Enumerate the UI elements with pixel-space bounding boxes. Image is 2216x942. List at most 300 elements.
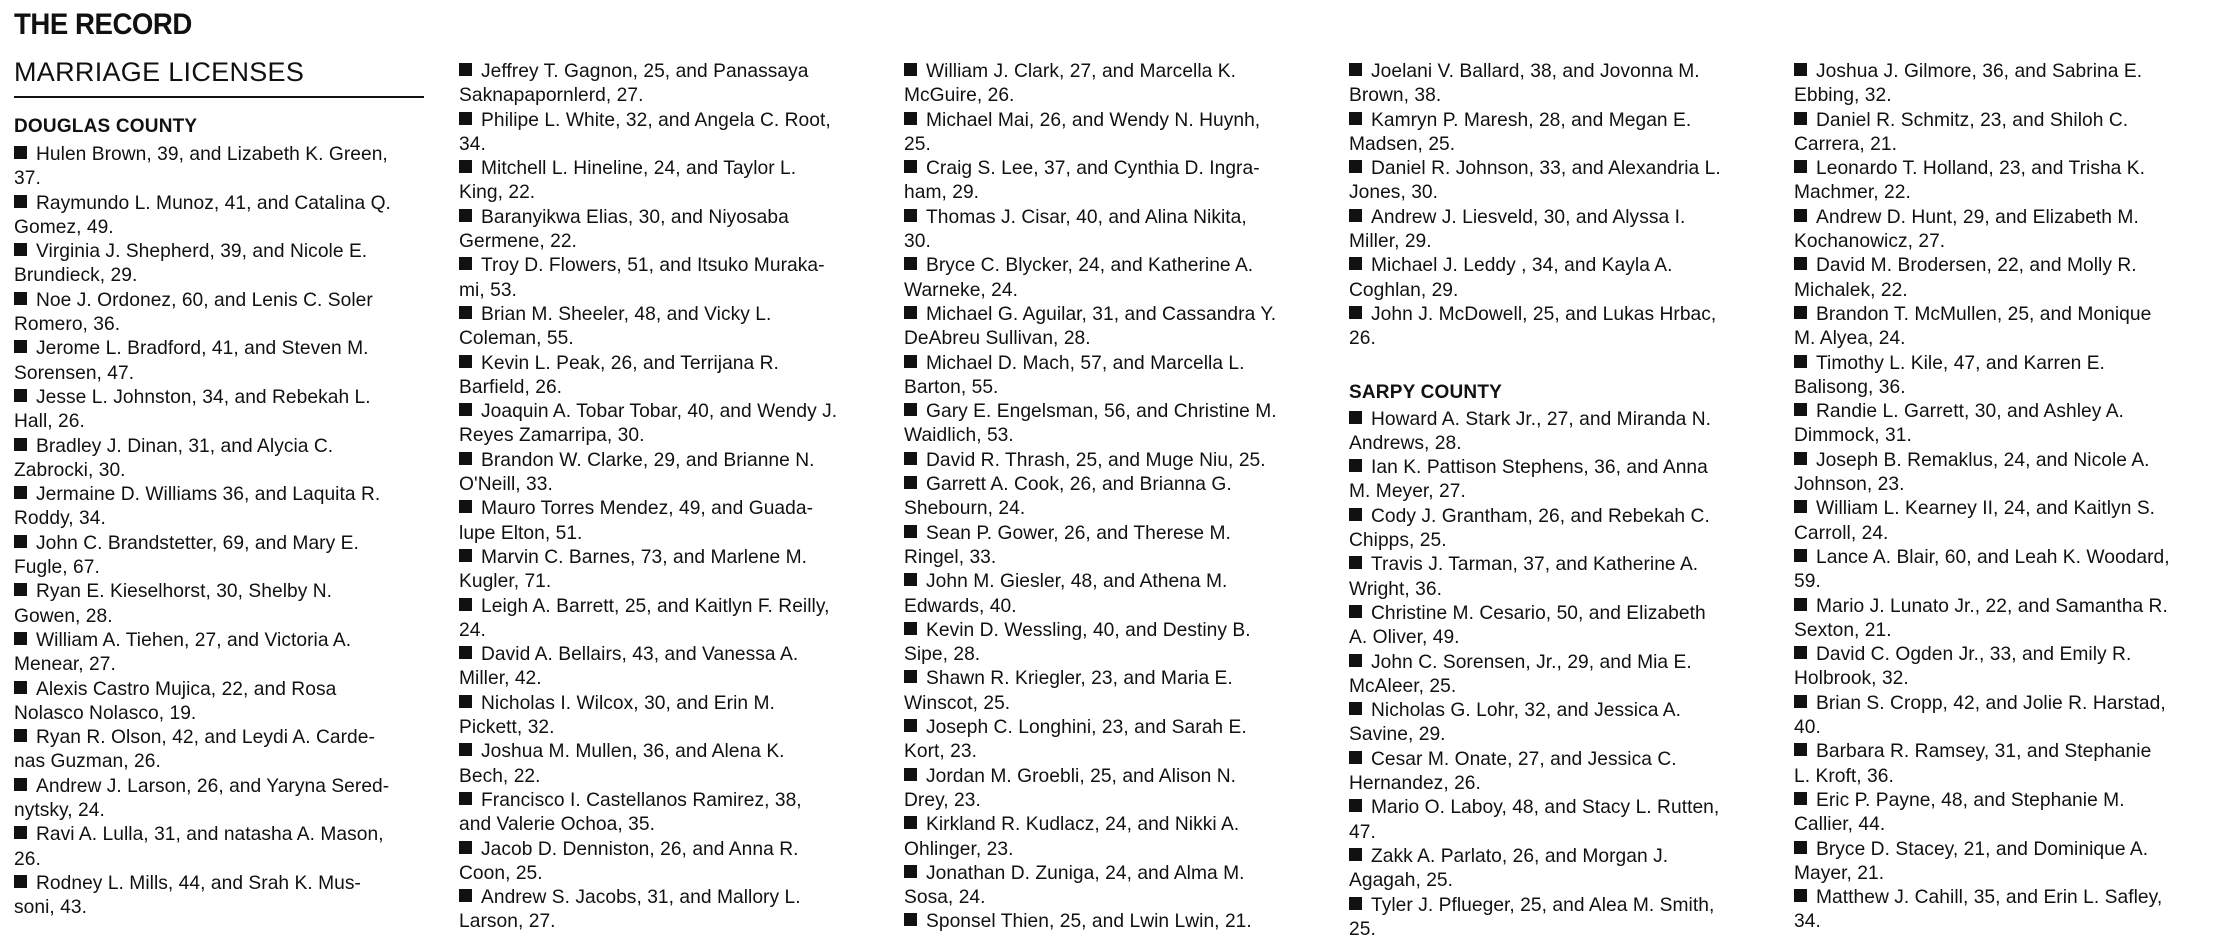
square-bullet-icon	[14, 438, 27, 451]
license-entry-text: 37.	[14, 168, 41, 189]
license-entry-text: Sean P. Gower, 26, and Therese M.	[926, 523, 1231, 544]
square-bullet-icon	[1794, 743, 1807, 756]
license-entry-text: Virginia J. Shepherd, 39, and Nicole E.	[36, 241, 367, 262]
license-entry-text: Christine M. Cesario, 50, and Elizabeth	[1371, 603, 1706, 624]
license-entry-text: Jacob D. Denniston, 26, and Anna R.	[481, 839, 798, 860]
license-entry-text: Randie L. Garrett, 30, and Ashley A.	[1816, 401, 2124, 422]
license-entry	[904, 619, 1330, 668]
douglas-county-heading: DOUGLAS COUNTY	[14, 116, 440, 138]
square-bullet-icon	[1349, 209, 1362, 222]
square-bullet-icon	[459, 306, 472, 319]
license-entry-text: Joaquin A. Tobar Tobar, 40, and Wendy J.	[481, 401, 837, 422]
square-bullet-icon	[14, 875, 27, 888]
license-entry-text: 34.	[459, 134, 486, 155]
license-entry-text: Leigh A. Barrett, 25, and Kaitlyn F. Reilly,	[481, 596, 829, 617]
square-bullet-icon	[1794, 355, 1807, 368]
license-entry-text: Jermaine D. Williams 36, and Laquita R.	[36, 484, 380, 505]
square-bullet-icon	[1794, 112, 1807, 125]
license-entry-text: Mitchell L. Hineline, 24, and Taylor L.	[481, 158, 796, 179]
license-entry-text: 26.	[14, 849, 41, 870]
square-bullet-icon	[459, 792, 472, 805]
square-bullet-icon	[14, 340, 27, 353]
license-entry-text: Jesse L. Johnston, 34, and Rebekah L.	[36, 387, 371, 408]
license-entry-text: Cesar M. Onate, 27, and Jessica C.	[1371, 749, 1677, 770]
license-entry-text: Brian M. Sheeler, 48, and Vicky L.	[481, 304, 771, 325]
license-entry	[14, 580, 440, 629]
license-entry-text: Eric P. Payne, 48, and Stephanie M.	[1816, 790, 2125, 811]
license-entry-text: Gowen, 28.	[14, 606, 113, 627]
license-entry	[1794, 886, 2216, 935]
square-bullet-icon	[459, 841, 472, 854]
license-entry-text: Dimmock, 31.	[1794, 425, 1912, 446]
license-entry-text: Holbrook, 32.	[1794, 668, 1909, 689]
license-entry-text: Mayer, 21.	[1794, 863, 1884, 884]
license-entry	[1794, 643, 2216, 692]
license-entry-text: Miller, 29.	[1349, 231, 1432, 252]
square-bullet-icon	[1794, 841, 1807, 854]
license-entry-text: Lance A. Blair, 60, and Leah K. Woodard,	[1816, 547, 2170, 568]
license-entry-text: Bech, 22.	[459, 766, 541, 787]
license-entry-text: lupe Elton, 51.	[459, 523, 582, 544]
license-entry-text: 24.	[459, 620, 486, 641]
license-entry-text: Michael G. Aguilar, 31, and Cassandra Y.	[926, 304, 1276, 325]
license-entry	[14, 143, 440, 192]
license-entry	[459, 303, 885, 352]
license-entry	[1349, 505, 1775, 554]
license-entry-text: Gomez, 49.	[14, 217, 114, 238]
column-5	[1794, 0, 2216, 935]
license-entry	[904, 303, 1330, 352]
license-entry-text: Barbara R. Ramsey, 31, and Stephanie	[1816, 741, 2151, 762]
license-entry-text: David R. Thrash, 25, and Muge Niu, 25.	[926, 450, 1266, 471]
license-entry	[904, 400, 1330, 449]
license-entry-text: Rodney L. Mills, 44, and Srah K. Mus-	[36, 873, 361, 894]
license-entry-text: Troy D. Flowers, 51, and Itsuko Muraka-	[481, 255, 825, 276]
license-entry	[1794, 157, 2216, 206]
square-bullet-icon	[459, 452, 472, 465]
license-entry-text: Nicholas G. Lohr, 32, and Jessica A.	[1371, 700, 1681, 721]
license-entry-text: Savine, 29.	[1349, 724, 1446, 745]
license-entry-text: Drey, 23.	[904, 790, 981, 811]
license-entry	[459, 692, 885, 741]
license-entry	[1349, 553, 1775, 602]
license-list	[1794, 60, 2216, 935]
license-entry-text: McAleer, 25.	[1349, 676, 1456, 697]
license-entry-text: Kugler, 71.	[459, 571, 551, 592]
license-entry	[1349, 602, 1775, 651]
square-bullet-icon	[904, 160, 917, 173]
license-entry-text: Menear, 27.	[14, 654, 116, 675]
square-bullet-icon	[904, 209, 917, 222]
license-entry-text: Edwards, 40.	[904, 596, 1017, 617]
license-entry	[14, 386, 440, 435]
license-entry	[1349, 303, 1775, 352]
square-bullet-icon	[904, 719, 917, 732]
license-entry-text: Ravi A. Lulla, 31, and natasha A. Mason,	[36, 824, 384, 845]
square-bullet-icon	[14, 243, 27, 256]
license-entry-text: Warneke, 24.	[904, 280, 1018, 301]
license-entry-text: Mario O. Laboy, 48, and Stacy L. Rutten,	[1371, 797, 1719, 818]
license-entry-text: Joelani V. Ballard, 38, and Jovonna M.	[1371, 61, 1700, 82]
license-entry	[1794, 109, 2216, 158]
license-entry	[1794, 497, 2216, 546]
license-entry-text: Romero, 36.	[14, 314, 120, 335]
square-bullet-icon	[1794, 500, 1807, 513]
sarpy-county-heading: SARPY COUNTY	[1349, 382, 1775, 404]
license-entry-text: Brandon W. Clarke, 29, and Brianne N.	[481, 450, 815, 471]
license-entry-text: Roddy, 34.	[14, 508, 106, 529]
license-entry-text: Johnson, 23.	[1794, 474, 1904, 495]
license-entry	[459, 60, 885, 109]
license-entry	[904, 60, 1330, 109]
license-entry-text: Coleman, 55.	[459, 328, 574, 349]
license-entry-text: Andrew S. Jacobs, 31, and Mallory L.	[481, 887, 801, 908]
square-bullet-icon	[1349, 897, 1362, 910]
square-bullet-icon	[14, 778, 27, 791]
square-bullet-icon	[1349, 306, 1362, 319]
license-entry-text: O'Neill, 33.	[459, 474, 553, 495]
license-entry-text: Kort, 23.	[904, 741, 977, 762]
license-entry-text: Wright, 36.	[1349, 579, 1442, 600]
license-entry	[14, 337, 440, 386]
column-4	[1349, 0, 1775, 942]
license-entry-text: A. Oliver, 49.	[1349, 627, 1460, 648]
square-bullet-icon	[904, 355, 917, 368]
square-bullet-icon	[904, 816, 917, 829]
square-bullet-icon	[459, 549, 472, 562]
license-entry	[1349, 408, 1775, 457]
square-bullet-icon	[1349, 605, 1362, 618]
license-entry-text: Machmer, 22.	[1794, 182, 1911, 203]
square-bullet-icon	[1349, 508, 1362, 521]
license-entry-text: Joseph C. Longhini, 23, and Sarah E.	[926, 717, 1247, 738]
license-entry	[1794, 352, 2216, 401]
license-entry-text: Reyes Zamarripa, 30.	[459, 425, 644, 446]
license-entry-text: Jordan M. Groebli, 25, and Alison N.	[926, 766, 1236, 787]
license-entry-text: William A. Tiehen, 27, and Victoria A.	[36, 630, 351, 651]
license-entry-text: Kochanowicz, 27.	[1794, 231, 1945, 252]
license-entry-text: Callier, 44.	[1794, 814, 1885, 835]
license-entry-text: Daniel R. Schmitz, 23, and Shiloh C.	[1816, 110, 2128, 131]
license-entry-text: Baranyikwa Elias, 30, and Niyosaba	[481, 207, 789, 228]
license-entry-text: Sponsel Thien, 25, and Lwin Lwin, 21.	[926, 911, 1252, 932]
license-entry-text: Bryce C. Blycker, 24, and Katherine A.	[926, 255, 1253, 276]
license-entry-text: Ebbing, 32.	[1794, 85, 1892, 106]
license-entry-text: Brown, 38.	[1349, 85, 1441, 106]
license-entry	[459, 400, 885, 449]
license-entry-text: Sosa, 24.	[904, 887, 986, 908]
license-entry-text: L. Kroft, 36.	[1794, 766, 1894, 787]
license-entry-text: Ryan R. Olson, 42, and Leydi A. Carde-	[36, 727, 375, 748]
license-entry-text: King, 22.	[459, 182, 535, 203]
license-entry-text: Jeffrey T. Gagnon, 25, and Panassaya	[481, 61, 809, 82]
license-entry-text: Marvin C. Barnes, 73, and Marlene M.	[481, 547, 807, 568]
square-bullet-icon	[459, 209, 472, 222]
license-entry	[1349, 456, 1775, 505]
square-bullet-icon	[14, 583, 27, 596]
license-entry	[459, 838, 885, 887]
license-entry-text: Michael Mai, 26, and Wendy N. Huynh,	[926, 110, 1260, 131]
license-entry	[459, 789, 885, 838]
license-entry-text: Andrew D. Hunt, 29, and Elizabeth M.	[1816, 207, 2139, 228]
license-entry-text: Jonathan D. Zuniga, 24, and Alma M.	[926, 863, 1245, 884]
square-bullet-icon	[1794, 306, 1807, 319]
license-entry-text: Hall, 26.	[14, 411, 85, 432]
license-entry-text: Kevin D. Wessling, 40, and Destiny B.	[926, 620, 1251, 641]
license-entry-text: 25.	[1349, 919, 1376, 940]
license-entry-text: 30.	[904, 231, 931, 252]
license-entry-text: Zakk A. Parlato, 26, and Morgan J.	[1371, 846, 1668, 867]
license-entry-text: Zabrocki, 30.	[14, 460, 126, 481]
license-entry-text: Thomas J. Cisar, 40, and Alina Nikita,	[926, 207, 1247, 228]
square-bullet-icon	[14, 195, 27, 208]
license-entry-text: Gary E. Engelsman, 56, and Christine M.	[926, 401, 1277, 422]
license-entry-text: Carrera, 21.	[1794, 134, 1897, 155]
license-entry-text: Waidlich, 53.	[904, 425, 1014, 446]
square-bullet-icon	[1349, 556, 1362, 569]
square-bullet-icon	[14, 486, 27, 499]
license-entry-text: Sexton, 21.	[1794, 620, 1892, 641]
license-entry-text: soni, 43.	[14, 897, 87, 918]
license-entry	[1794, 254, 2216, 303]
license-entry-text: Leonardo T. Holland, 23, and Trisha K.	[1816, 158, 2145, 179]
license-entry	[904, 109, 1330, 158]
square-bullet-icon	[904, 670, 917, 683]
square-bullet-icon	[459, 695, 472, 708]
license-entry-text: Jones, 30.	[1349, 182, 1438, 203]
license-entry	[14, 435, 440, 484]
license-entry-text: Joshua J. Gilmore, 36, and Sabrina E.	[1816, 61, 2142, 82]
square-bullet-icon	[14, 535, 27, 548]
license-entry-text: Shawn R. Kriegler, 23, and Maria E.	[926, 668, 1233, 689]
square-bullet-icon	[1349, 799, 1362, 812]
license-entry-text: David M. Brodersen, 22, and Molly R.	[1816, 255, 2137, 276]
license-entry-text: Michael J. Leddy , 34, and Kayla A.	[1371, 255, 1672, 276]
square-bullet-icon	[1349, 112, 1362, 125]
column-1	[14, 0, 440, 921]
license-entry	[1349, 845, 1775, 894]
license-entry-text: Fugle, 67.	[14, 557, 100, 578]
license-entry-text: 40.	[1794, 717, 1821, 738]
square-bullet-icon	[1349, 751, 1362, 764]
license-entry-text: Howard A. Stark Jr., 27, and Miranda N.	[1371, 409, 1711, 430]
license-entry-text: David A. Bellairs, 43, and Vanessa A.	[481, 644, 798, 665]
square-bullet-icon	[459, 403, 472, 416]
square-bullet-icon	[1794, 695, 1807, 708]
license-entry-text: Chipps, 25.	[1349, 530, 1447, 551]
license-entry-text: M. Meyer, 27.	[1349, 481, 1466, 502]
license-entry-text: Timothy L. Kile, 47, and Karren E.	[1816, 353, 2105, 374]
license-entry	[459, 254, 885, 303]
license-entry-text: Alexis Castro Mujica, 22, and Rosa	[36, 679, 336, 700]
square-bullet-icon	[14, 389, 27, 402]
license-entry-text: Barfield, 26.	[459, 377, 562, 398]
square-bullet-icon	[904, 865, 917, 878]
license-entry	[1794, 60, 2216, 109]
square-bullet-icon	[1794, 646, 1807, 659]
square-bullet-icon	[1349, 63, 1362, 76]
license-entry-text: Carroll, 24.	[1794, 523, 1888, 544]
square-bullet-icon	[14, 826, 27, 839]
license-entry-text: Hulen Brown, 39, and Lizabeth K. Green,	[36, 144, 388, 165]
license-entry	[1794, 303, 2216, 352]
license-entry-text: Winscot, 25.	[904, 693, 1010, 714]
license-entry-text: nas Guzman, 26.	[14, 751, 161, 772]
square-bullet-icon	[14, 632, 27, 645]
license-entry-text: Ringel, 33.	[904, 547, 996, 568]
license-entry-text: M. Alyea, 24.	[1794, 328, 1906, 349]
license-entry	[1349, 206, 1775, 255]
license-entry	[459, 497, 885, 546]
license-entry-text: mi, 53.	[459, 280, 517, 301]
license-entry-text: 34.	[1794, 911, 1821, 932]
license-entry	[1794, 449, 2216, 498]
square-bullet-icon	[904, 525, 917, 538]
license-entry-text: Germene, 22.	[459, 231, 577, 252]
license-entry	[1349, 651, 1775, 700]
license-entry-text: Michael D. Mach, 57, and Marcella L.	[926, 353, 1245, 374]
license-entry-text: Cody J. Grantham, 26, and Rebekah C.	[1371, 506, 1710, 527]
license-entry-text: 59.	[1794, 571, 1821, 592]
license-entry-text: Raymundo L. Munoz, 41, and Catalina Q.	[36, 193, 391, 214]
square-bullet-icon	[459, 160, 472, 173]
license-entry-text: Pickett, 32.	[459, 717, 555, 738]
license-list	[1349, 60, 1775, 352]
license-entry-text: Coon, 25.	[459, 863, 543, 884]
license-entry	[904, 473, 1330, 522]
license-entry	[1349, 796, 1775, 845]
square-bullet-icon	[904, 63, 917, 76]
square-bullet-icon	[1794, 452, 1807, 465]
license-entry-text: John M. Giesler, 48, and Athena M.	[926, 571, 1227, 592]
license-entry	[14, 532, 440, 581]
square-bullet-icon	[459, 355, 472, 368]
license-entry-text: Kamryn P. Maresh, 28, and Megan E.	[1371, 110, 1691, 131]
license-entry-text: Garrett A. Cook, 26, and Brianna G.	[926, 474, 1232, 495]
square-bullet-icon	[1349, 654, 1362, 667]
license-entry	[459, 109, 885, 158]
license-entry-text: and Valerie Ochoa, 35.	[459, 814, 655, 835]
license-entry-text: Ryan E. Kieselhorst, 30, Shelby N.	[36, 581, 332, 602]
license-entry-text: 25.	[904, 134, 931, 155]
license-entry-text: Ohlinger, 23.	[904, 839, 1013, 860]
square-bullet-icon	[904, 306, 917, 319]
license-entry	[1349, 699, 1775, 748]
square-bullet-icon	[1349, 411, 1362, 424]
license-entry-text: Brandon T. McMullen, 25, and Monique	[1816, 304, 2151, 325]
square-bullet-icon	[459, 646, 472, 659]
license-entry-text: Sipe, 28.	[904, 644, 980, 665]
license-entry-text: 26.	[1349, 328, 1376, 349]
license-entry-text: Noe J. Ordonez, 60, and Lenis C. Soler	[36, 290, 373, 311]
license-entry	[1794, 206, 2216, 255]
license-entry	[14, 823, 440, 872]
license-entry	[904, 862, 1330, 911]
license-list	[459, 60, 885, 935]
license-entry	[904, 910, 1330, 934]
square-bullet-icon	[904, 573, 917, 586]
license-entry	[1794, 595, 2216, 644]
square-bullet-icon	[1349, 257, 1362, 270]
license-entry	[14, 726, 440, 775]
license-entry-text: Agagah, 25.	[1349, 870, 1453, 891]
license-entry	[14, 872, 440, 921]
license-entry-text: nytsky, 24.	[14, 800, 105, 821]
license-entry-text: Bradley J. Dinan, 31, and Alycia C.	[36, 436, 333, 457]
license-entry-text: Brundieck, 29.	[14, 265, 137, 286]
license-entry-text: 47.	[1349, 822, 1376, 843]
license-entry-text: Daniel R. Johnson, 33, and Alexandria L.	[1371, 158, 1721, 179]
license-list	[1349, 408, 1775, 942]
license-list	[14, 143, 440, 921]
license-entry	[904, 667, 1330, 716]
license-entry-text: William L. Kearney II, 24, and Kaitlyn S.	[1816, 498, 2155, 519]
license-entry	[459, 740, 885, 789]
column-2	[459, 0, 885, 935]
license-entry	[1794, 692, 2216, 741]
license-entry-text: Nolasco Nolasco, 19.	[14, 703, 196, 724]
square-bullet-icon	[459, 112, 472, 125]
license-entry	[1349, 254, 1775, 303]
license-entry-text: Bryce D. Stacey, 21, and Dominique A.	[1816, 839, 2148, 860]
square-bullet-icon	[14, 729, 27, 742]
license-entry-text: Hernandez, 26.	[1349, 773, 1481, 794]
license-entry	[1794, 400, 2216, 449]
license-entry-text: Andrew J. Larson, 26, and Yaryna Sered-	[36, 776, 389, 797]
license-entry-text: Francisco I. Castellanos Ramirez, 38,	[481, 790, 802, 811]
license-entry-text: Coghlan, 29.	[1349, 280, 1458, 301]
license-entry	[459, 206, 885, 255]
license-entry-text: Kevin L. Peak, 26, and Terrijana R.	[481, 353, 779, 374]
license-entry	[14, 192, 440, 241]
square-bullet-icon	[1794, 257, 1807, 270]
square-bullet-icon	[14, 681, 27, 694]
square-bullet-icon	[1794, 160, 1807, 173]
square-bullet-icon	[1794, 403, 1807, 416]
square-bullet-icon	[1349, 702, 1362, 715]
license-entry-text: ham, 29.	[904, 182, 979, 203]
license-entry-text: Madsen, 25.	[1349, 134, 1455, 155]
square-bullet-icon	[1349, 459, 1362, 472]
square-bullet-icon	[1794, 549, 1807, 562]
license-entry-text: Miller, 42.	[459, 668, 542, 689]
license-entry-text: Joshua M. Mullen, 36, and Alena K.	[481, 741, 785, 762]
license-entry	[904, 570, 1330, 619]
square-bullet-icon	[904, 768, 917, 781]
license-entry	[459, 157, 885, 206]
license-entry-text: Barton, 55.	[904, 377, 998, 398]
license-entry	[904, 206, 1330, 255]
license-entry-text: McGuire, 26.	[904, 85, 1014, 106]
license-entry-text: Andrews, 28.	[1349, 433, 1462, 454]
square-bullet-icon	[459, 743, 472, 756]
square-bullet-icon	[904, 257, 917, 270]
square-bullet-icon	[459, 257, 472, 270]
license-entry	[14, 678, 440, 727]
license-entry	[904, 813, 1330, 862]
masthead: THE RECORD	[14, 10, 406, 40]
license-entry	[904, 254, 1330, 303]
license-entry-text: Joseph B. Remaklus, 24, and Nicole A.	[1816, 450, 2150, 471]
license-entry-text: Nicholas I. Wilcox, 30, and Erin M.	[481, 693, 775, 714]
license-entry-text: Ian K. Pattison Stephens, 36, and Anna	[1371, 457, 1708, 478]
license-entry-text: Kirkland R. Kudlacz, 24, and Nikki A.	[926, 814, 1239, 835]
license-entry-text: Travis J. Tarman, 37, and Katherine A.	[1371, 554, 1698, 575]
license-entry	[459, 352, 885, 401]
license-entry	[904, 716, 1330, 765]
license-entry-text: Shebourn, 24.	[904, 498, 1025, 519]
square-bullet-icon	[904, 476, 917, 489]
